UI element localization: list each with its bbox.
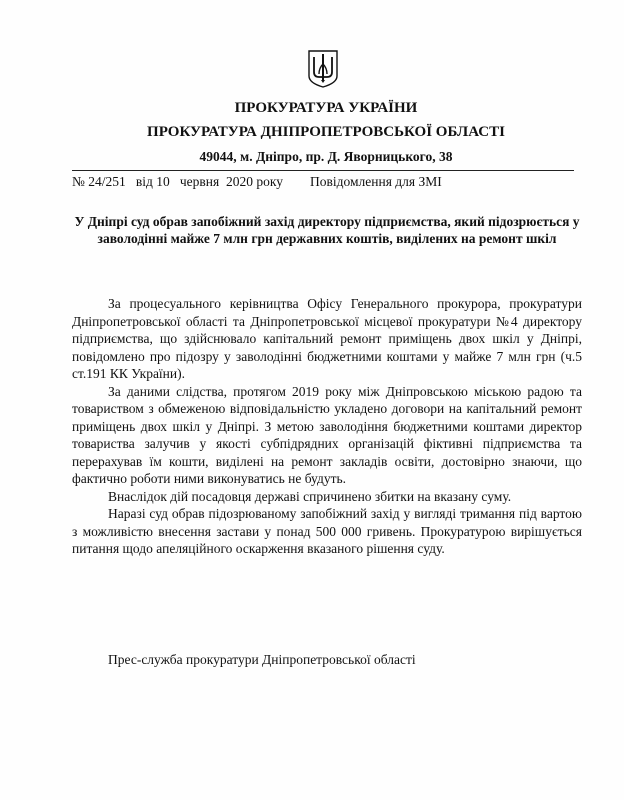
doc-number: № 24/251 (72, 174, 126, 189)
doc-type: Повідомлення для ЗМІ (309, 174, 442, 189)
registration-line (72, 174, 442, 190)
doc-date-prefix: від 10 (135, 174, 170, 189)
press-service-signature: Прес-служба прокуратури Дніпропетровської області (108, 652, 416, 667)
document-body (72, 295, 582, 558)
trident-coat-of-arms-icon (308, 50, 338, 88)
body-paragraph: Внаслідок дій посадовця державі спричинено збитки на вказану суму. (108, 488, 512, 504)
body-paragraph: Наразі суд обрав підозрюваному запобіжний захід у вигляді тримання під вартою з можливістю внесення застави у понад 500 000 гривень. Прокуратурою вирішується питання щодо апеляційного оскарження вказаного рішення суду. (72, 506, 582, 556)
header-divider (72, 170, 574, 171)
body-paragraph: За процесуального керівництва Офісу Генерального прокурора, прокуратури Дніпропетровської області та Дніпропетровської місцевої прокуратури №4 директору підприємства, що здійснювало капітальний ремонт приміщень двох шкіл у Дніпрі, повідомлено про підозру у заволодінні бюджетними коштами у майже 7 млн грн (ч.5 ст.191 КК України). (72, 296, 582, 381)
body-paragraph: За даними слідства, протягом 2019 року між Дніпровською міською радою та товариством з обмеженою відповідальністю укладено договори на капітальний ремонт приміщень двох шкіл у Дніпрі. З метою заволодіння бюджетними коштами директор товариства залучив у якості субпідрядних організацій фіктивні підприємства та перерахував їм кошти, виділені на ремонт закладів освіти, достовірно знаючи, що фактично роботи ними виконуватись не будуть. (72, 383, 582, 486)
org-name-regional: ПРОКУРАТУРА ДНІПРОПЕТРОВСЬКОЇ ОБЛАСТІ (147, 124, 505, 140)
document-title: У Дніпрі суд обрав запобіжний захід директору підприємства, який підозрюється у заволодінні майже 7 млн грн державних коштів, виділених на ремонт шкіл (74, 214, 580, 246)
doc-date-year: 2020 року (225, 174, 283, 189)
doc-date-month: червня (179, 174, 220, 189)
org-name-primary: ПРОКУРАТУРА УКРАЇНИ (234, 100, 418, 116)
org-address: 49044, м. Дніпро, пр. Д. Яворницького, 38 (199, 149, 453, 164)
